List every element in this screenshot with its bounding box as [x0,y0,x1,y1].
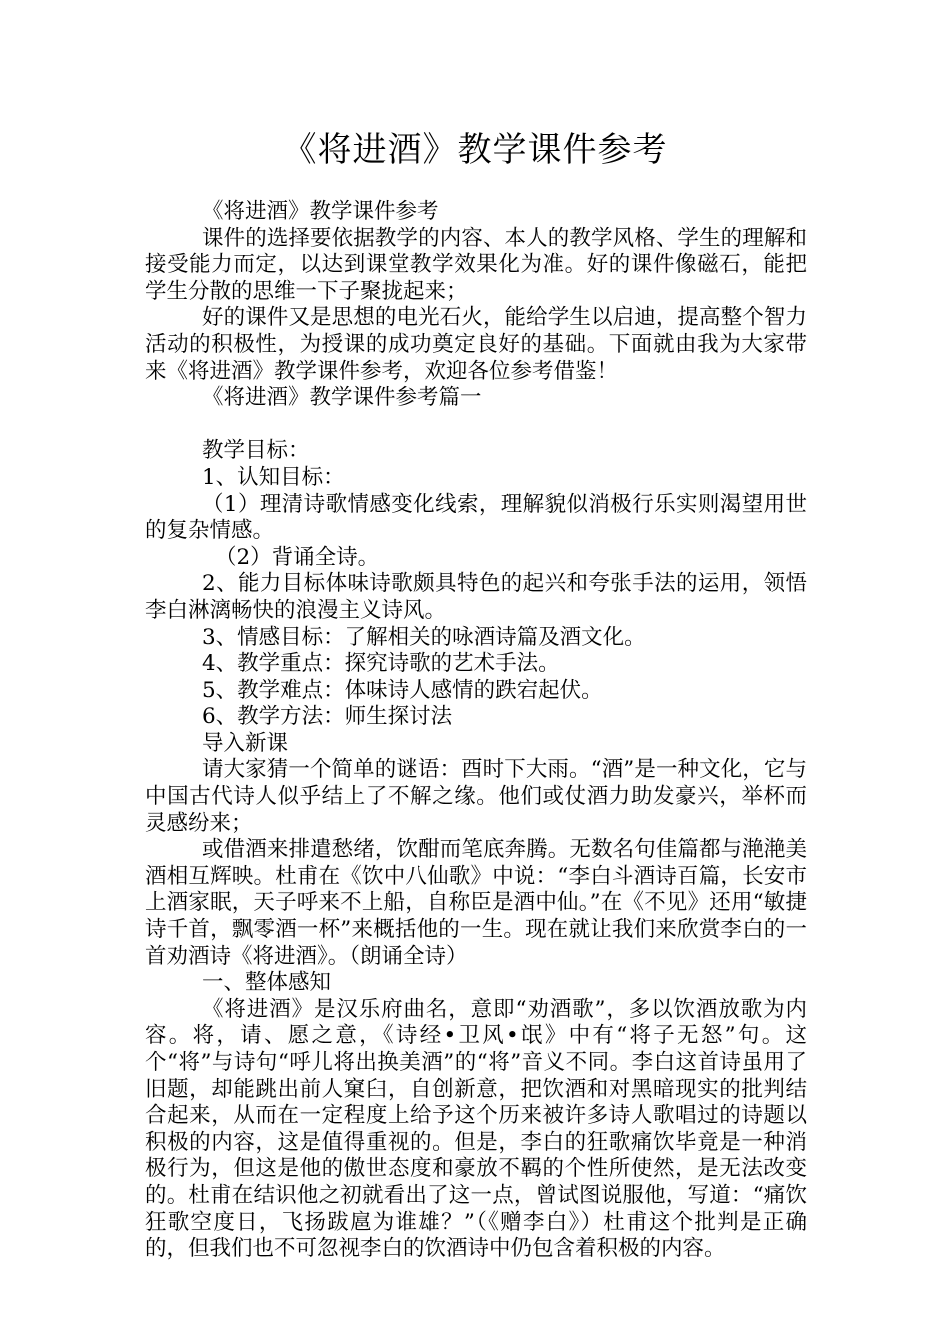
lesson-intro-heading: 导入新课 [202,730,289,756]
teaching-difficulty: 5、教学难点：体味诗人感情的跌宕起伏。 [202,677,603,703]
goal-cognitive: 1、认知目标： [202,464,345,490]
lesson-intro-riddle: 请大家猜一个简单的谜语：酉时下大雨。“酒”是一种文化，它与中国古代诗人似乎结上了不解之缘。他们或仗酒力助发豪兴，举杯而灵感纷来； [145,757,807,836]
lesson-intro-continued: 或借酒来排遣愁绪，饮酣而笔底奔腾。无数名句佳篇都与滟滟美酒相互辉映。杜甫在《饮中八仙歌》中说：“李白斗酒诗百篇，长安市上酒家眠，天子呼来不上船，自称臣是酒中仙。”在《不见》还用“敏捷诗千首，飘零酒一杯”来概括他的一生。现在就让我们来欣赏李白的一首劝酒诗《将进酒》。（朗诵全诗） [145,837,807,969]
document-body [145,199,807,1263]
teaching-goals-heading: 教学目标： [202,438,310,464]
paragraph-heading: 《将进酒》教学课件参考 [202,199,439,224]
teaching-focus: 4、教学重点：探究诗歌的艺术手法。 [202,651,560,677]
overall-perception-text: 《将进酒》是汉乐府曲名，意即“劝酒歌”，多以饮酒放歌为内容。将，请、愿之意，《诗经•卫风•氓》中有“将子无怒”句。这个“将”与诗句“呼儿将出换美酒”的“将”音义不同。李白这首诗虽用了旧题，却能跳出前人窠臼，自创新意，把饮酒和对黑暗现实的批判结合起来，从而在一定程度上给予这个历来被许多诗人歌唱过的诗题以积极的内容，这是值得重视的。但是，李白的狂歌痛饮毕竟是一种消极行为，但这是他的傲世态度和豪放不羁的个性所使然，是无法改变的。杜甫在结识他之初就看出了这一点，曾试图说服他，写道：“痛饮狂歌空度日，飞扬跋扈为谁雄？”（《赠李白》）杜甫这个批判是正确的，但我们也不可忽视李白的饮酒诗中仍包含着积极的内容。 [145,996,807,1262]
goal-ability: 2、能力目标体味诗歌颇具特色的起兴和夸张手法的运用，领悟李白淋漓畅快的浪漫主义诗风。 [145,571,807,623]
paragraph-intro: 课件的选择要依据教学的内容、本人的教学风格、学生的理解和接受能力而定，以达到课堂教学效果化为准。好的课件像磁石，能把学生分散的思维一下子聚拢起来； [145,225,807,304]
section-overall-perception: 一、整体感知 [202,970,332,996]
goal-emotion: 3、情感目标：了解相关的咏酒诗篇及酒文化。 [202,624,646,650]
paragraph-intro-continued: 好的课件又是思想的电光石火，能给学生以启迪，提高整个智力活动的积极性，为授课的成功奠定良好的基础。下面就由我为大家带来《将进酒》教学课件参考，欢迎各位参考借鉴！ [145,305,807,384]
section-heading-part-one: 《将进酒》教学课件参考篇一 [202,385,482,411]
document-title: 《将进酒》教学课件参考 [282,130,668,170]
goal-cognitive-item-1: （1）理清诗歌情感变化线索，理解貌似消极行乐实则渴望用世的复杂情感。 [145,491,807,544]
teaching-method: 6、教学方法：师生探讨法 [202,704,453,730]
blank-line [145,412,807,439]
goal-cognitive-item-2: （2）背诵全诗。 [215,544,380,570]
